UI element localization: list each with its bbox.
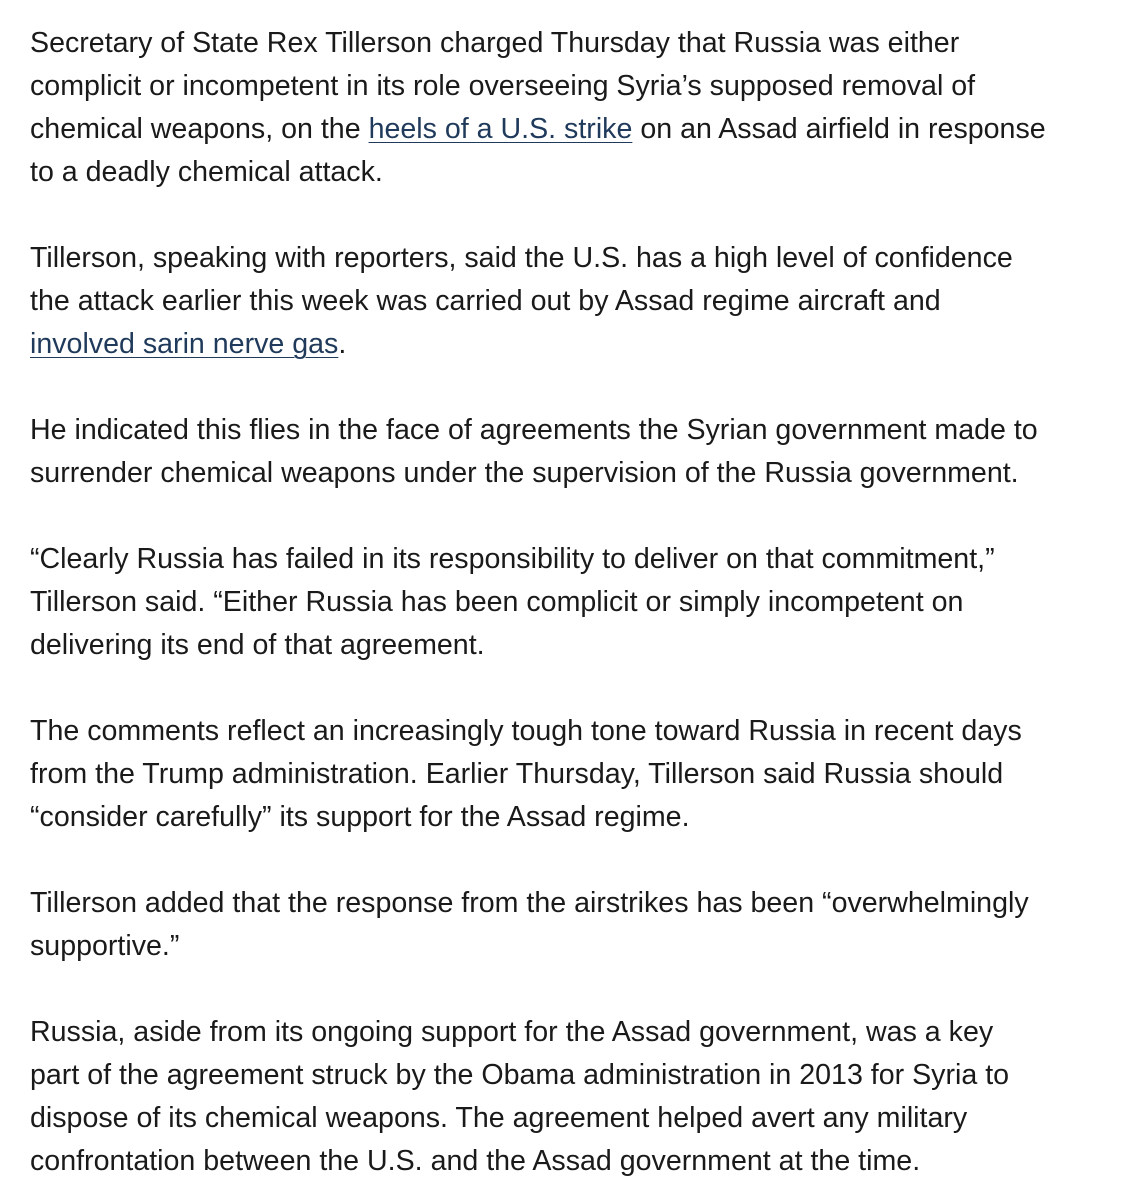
paragraph-7-line-2: part of the agreement struck by the Obama administration in 2013 for Syria to	[30, 1059, 1010, 1091]
paragraph-1-line-2: complicit or incompetent in its role overseeing Syria’s supposed removal of	[30, 70, 976, 102]
paragraph-1	[30, 22, 1115, 194]
paragraph-4-line-2: Tillerson said. “Either Russia has been complicit or simply incompetent on	[30, 586, 964, 618]
paragraph-1-line-3	[30, 108, 1115, 151]
article-body	[30, 22, 1115, 1183]
link-heels-of-us-strike[interactable]: heels of a U.S. strike	[368, 113, 633, 145]
paragraph-3	[30, 409, 1115, 495]
paragraph-2-line-1: Tillerson, speaking with reporters, said the U.S. has a high level of confidence	[30, 242, 1013, 274]
paragraph-4-line-1: “Clearly Russia has failed in its responsibility to deliver on that commitment,”	[30, 543, 995, 575]
text-before-link: chemical weapons, on the	[30, 113, 369, 145]
link-involved-sarin-nerve-gas[interactable]: involved sarin nerve gas	[30, 328, 339, 360]
paragraph-7-line-1: Russia, aside from its ongoing support for the Assad government, was a key	[30, 1016, 994, 1048]
paragraph-4-line-3: delivering its end of that agreement.	[30, 629, 485, 661]
paragraph-2-line-3	[30, 323, 1115, 366]
paragraph-6-line-2: supportive.”	[30, 930, 180, 962]
paragraph-1-line-1: Secretary of State Rex Tillerson charged Thursday that Russia was either	[30, 27, 960, 59]
paragraph-5	[30, 710, 1115, 839]
paragraph-7-line-3: dispose of its chemical weapons. The agreement helped avert any military	[30, 1102, 968, 1134]
paragraph-7	[30, 1011, 1115, 1183]
paragraph-2-line-2: the attack earlier this week was carried out by Assad regime aircraft and	[30, 285, 941, 317]
paragraph-5-line-1: The comments reflect an increasingly tough tone toward Russia in recent days	[30, 715, 1022, 747]
paragraph-3-line-2: surrender chemical weapons under the supervision of the Russia government.	[30, 457, 1019, 489]
paragraph-2	[30, 237, 1115, 366]
paragraph-6	[30, 882, 1115, 968]
paragraph-4	[30, 538, 1115, 667]
paragraph-3-line-1: He indicated this flies in the face of agreements the Syrian government made to	[30, 414, 1038, 446]
paragraph-1-line-4: to a deadly chemical attack.	[30, 156, 383, 188]
paragraph-5-line-2: from the Trump administration. Earlier Thursday, Tillerson said Russia should	[30, 758, 1004, 790]
text-after-link: .	[338, 328, 347, 360]
paragraph-5-line-3: “consider carefully” its support for the Assad regime.	[30, 801, 690, 833]
text-after-link: on an Assad airfield in response	[632, 113, 1046, 145]
paragraph-6-line-1: Tillerson added that the response from the airstrikes has been “overwhelmingly	[30, 887, 1029, 919]
paragraph-7-line-4: confrontation between the U.S. and the Assad government at the time.	[30, 1145, 921, 1177]
